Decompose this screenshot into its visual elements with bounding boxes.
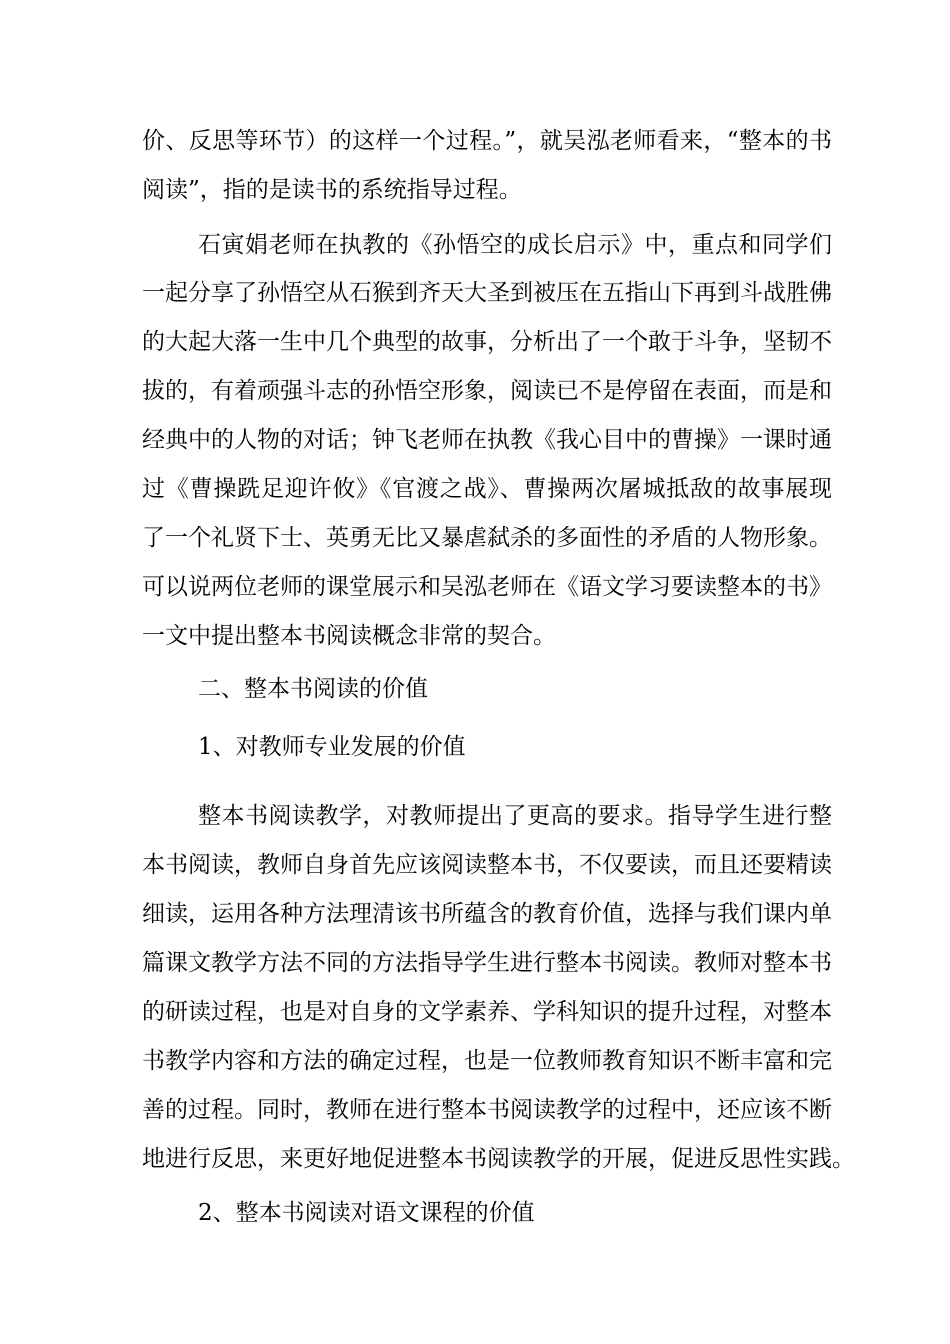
paragraph-line: 可以说两位老师的课堂展示和吴泓老师在《语文学习要读整本的书》 <box>142 574 832 600</box>
paragraph-line: 篇课文教学方法不同的方法指导学生进行整本书阅读。教师对整本书 <box>142 950 832 976</box>
paragraph-line: 了一个礼贤下士、英勇无比又暴虐弑杀的多面性的矛盾的人物形象。 <box>142 525 832 551</box>
paragraph-line: 价、反思等环节）的这样一个过程。”，就吴泓老师看来，“整本的书 <box>142 128 832 154</box>
paragraph-line: 过《曹操跣足迎许攸》《官渡之战》、曹操两次屠城抵敌的故事展现 <box>142 476 832 502</box>
paragraph-line: 整本书阅读教学，对教师提出了更高的要求。指导学生进行整 <box>198 803 832 829</box>
paragraph-line: 地进行反思，来更好地促进整本书阅读教学的开展，促进反思性实践。 <box>142 1146 855 1172</box>
paragraph-line: 细读，运用各种方法理清该书所蕴含的教育价值，选择与我们课内单 <box>142 901 832 927</box>
paragraph-line: 阅读”，指的是读书的系统指导过程。 <box>142 177 522 203</box>
section-heading: 二、整本书阅读的价值 <box>198 676 428 702</box>
subsection-heading: 1、对教师专业发展的价值 <box>198 734 466 760</box>
paragraph-line: 石寅娟老师在执教的《孙悟空的成长启示》中，重点和同学们 <box>198 232 832 258</box>
paragraph-line: 善的过程。同时，教师在进行整本书阅读教学的过程中，还应该不断 <box>142 1097 832 1123</box>
paragraph-line: 的大起大落一生中几个典型的故事，分析出了一个敢于斗争，坚韧不 <box>142 329 832 355</box>
paragraph-line: 本书阅读，教师自身首先应该阅读整本书，不仅要读，而且还要精读 <box>142 852 832 878</box>
subsection-heading: 2、整本书阅读对语文课程的价值 <box>198 1200 535 1226</box>
paragraph-line: 书教学内容和方法的确定过程，也是一位教师教育知识不断丰富和完 <box>142 1048 832 1074</box>
paragraph-line: 经典中的人物的对话；钟飞老师在执教《我心目中的曹操》一课时通 <box>142 427 832 453</box>
paragraph-line: 的研读过程，也是对自身的文学素养、学科知识的提升过程，对整本 <box>142 999 832 1025</box>
paragraph-line: 拔的，有着顽强斗志的孙悟空形象，阅读已不是停留在表面，而是和 <box>142 378 832 404</box>
paragraph-line: 一文中提出整本书阅读概念非常的契合。 <box>142 623 556 649</box>
paragraph-line: 一起分享了孙悟空从石猴到齐天大圣到被压在五指山下再到斗战胜佛 <box>142 280 832 306</box>
